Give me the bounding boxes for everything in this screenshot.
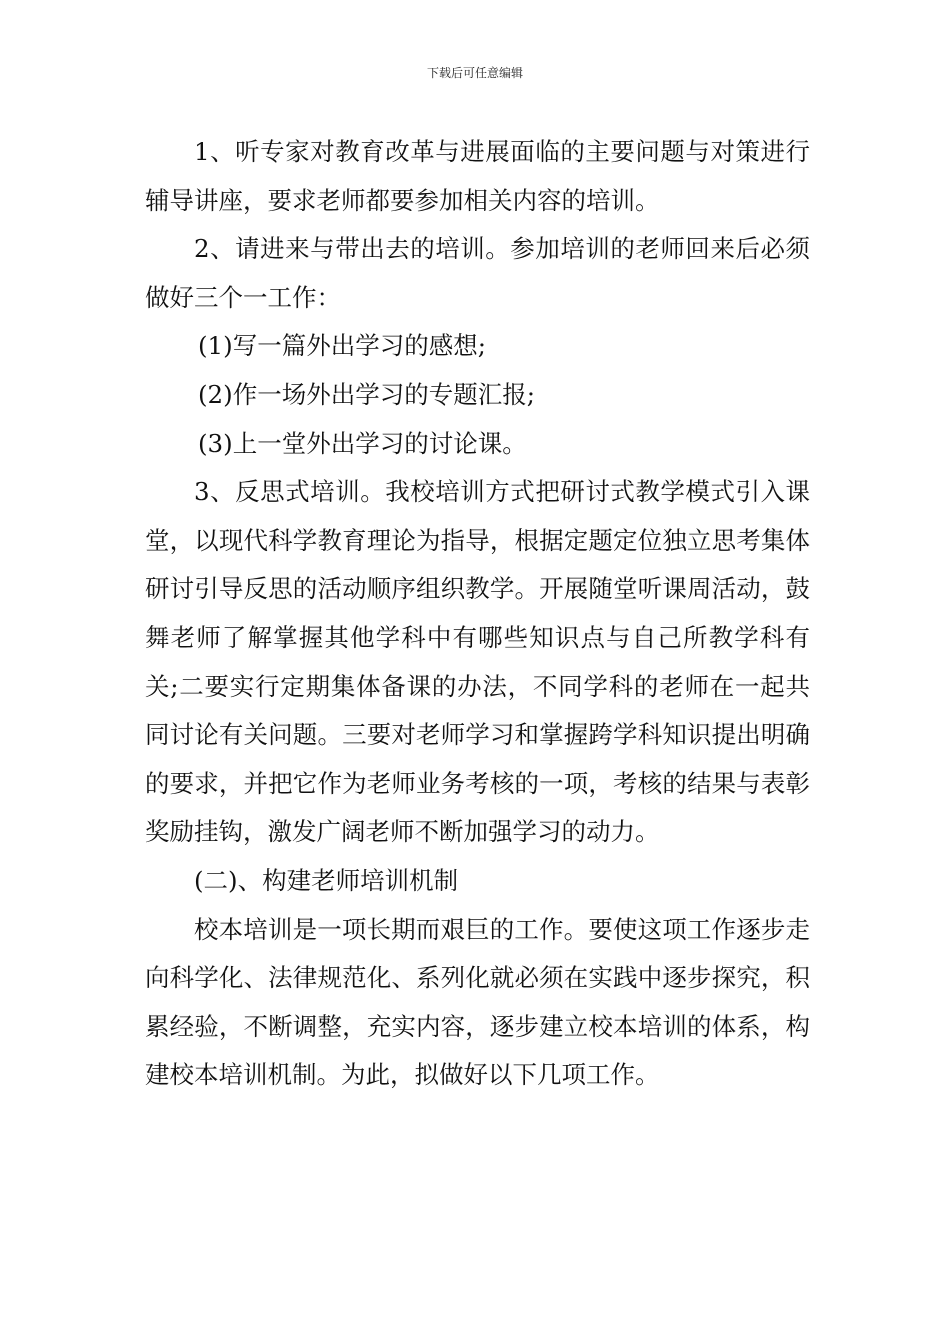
- list-item-discussion-class: (3)上一堂外出学习的讨论课。: [198, 428, 527, 458]
- page-header: 下载后可任意编辑: [426, 66, 523, 80]
- section-heading-training-mechanism: (二)、构建老师培训机制: [194, 865, 459, 895]
- paragraph-expert-lecture: 1、听专家对教育改革与进展面临的主要问题与对策进行辅导讲座，要求老师都要参加相关内容的培训。: [145, 137, 810, 215]
- paragraph-reflective-training: 3、反思式培训。我校培训方式把研讨式教学模式引入课堂，以现代科学教育理论为指导，根据定题定位独立思考集体研讨引导反思的活动顺序组织教学。开展随堂听课周活动，鼓舞老师了解掌握其他学科中有哪些知识点与自己所教学科有关;二要实行定期集体备课的办法，不同学科的老师在一起共同讨论有关问题。三要对老师学习和掌握跨学科知识提出明确的要求，并把它作为老师业务考核的一项，考核的结果与表彰奖励挂钩，激发广阔老师不断加强学习的动力。: [145, 477, 810, 847]
- list-item-reflection-essay: (1)写一篇外出学习的感想;: [198, 331, 486, 361]
- list-item-topic-report: (2)作一场外出学习的专题汇报;: [198, 379, 535, 409]
- document-body: [145, 128, 810, 1100]
- paragraph-invite-and-go-out-training: 2、请进来与带出去的培训。参加培训的老师回来后必须做好三个一工作：: [145, 234, 810, 312]
- paragraph-school-based-training: 校本培训是一项长期而艰巨的工作。要使这项工作逐步走向科学化、法律规范化、系列化就必须在实践中逐步探究，积累经验，不断调整，充实内容，逐步建立校本培训的体系，构建校本培训机制。为此，拟做好以下几项工作。: [145, 914, 810, 1090]
